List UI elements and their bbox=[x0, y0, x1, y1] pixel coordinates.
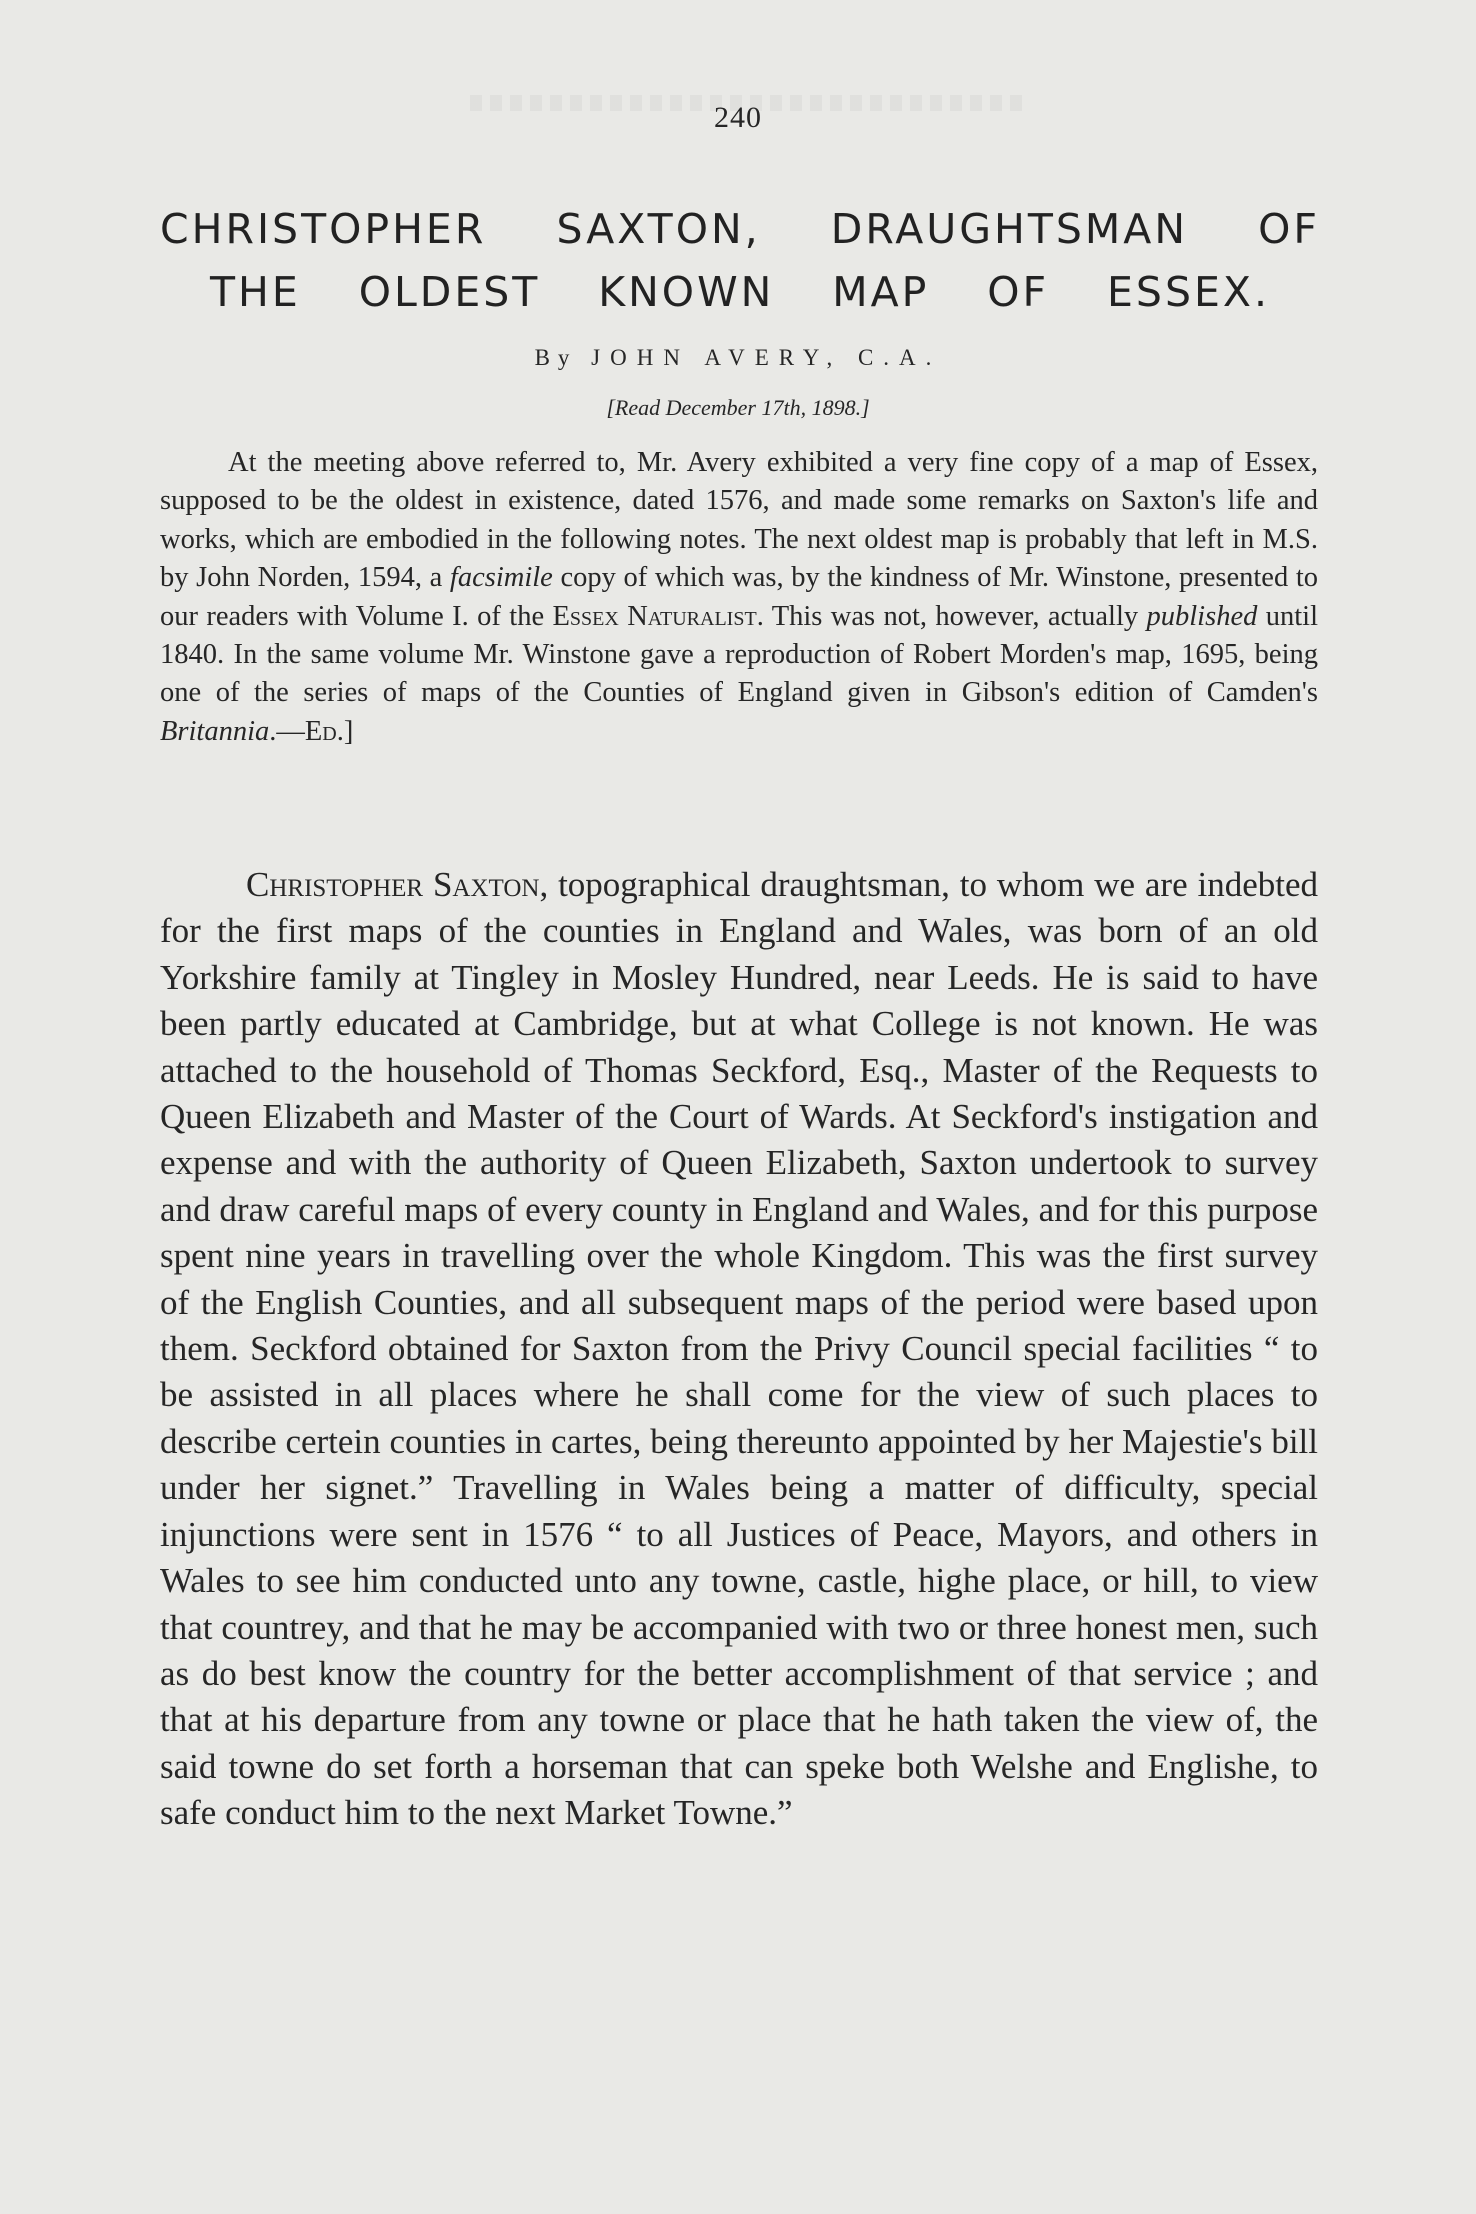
read-date: [Read December 17th, 1898.] bbox=[606, 395, 870, 420]
author-byline bbox=[0, 345, 1476, 371]
editor-note-text-1: At the meeting above referred to, Mr. Avery exhibited a very fine copy of a map of Essex, supposed to be the oldest in existence, dated 1576, and made some remarks on Saxton's life and works, which are embodied in the following notes. The next oldest map is probably that left in M.S. by John Norden, 1594, a bbox=[160, 447, 1318, 594]
body-paragraph bbox=[160, 862, 1318, 1837]
editor-note-italic-published: published bbox=[1146, 600, 1258, 632]
editor-note bbox=[160, 444, 1318, 751]
author-name: JOHN AVERY, C.A. bbox=[591, 345, 942, 370]
editor-note-italic-facsimile: facsimile bbox=[449, 562, 553, 594]
article-title-line-1: CHRISTOPHER SAXTON, DRAUGHTSMAN OF bbox=[160, 205, 1320, 253]
subject-name: Christopher Saxton bbox=[246, 865, 540, 904]
byline-prefix: By bbox=[534, 345, 578, 370]
editor-note-italic-britannia: Britannia bbox=[160, 715, 270, 747]
editor-note-text-6: .] bbox=[336, 715, 354, 747]
page-number: 240 bbox=[714, 101, 762, 134]
article-title-line-2: THE OLDEST KNOWN MAP OF ESSEX. bbox=[210, 268, 1270, 316]
editor-note-text-3: . This was not, however, actually bbox=[756, 600, 1147, 632]
editor-note-text-2: copy of which was, by the kindness of Mr. Winstone, presented to our readers with Volume I. of the bbox=[160, 562, 1318, 632]
editor-abbrev: Ed bbox=[304, 715, 337, 747]
editor-note-text-5: .— bbox=[269, 715, 305, 747]
journal-name: Essex Naturalist bbox=[552, 600, 757, 632]
body-paragraph-text: , topographical draughtsman, to whom we are indebted for the first maps of the counties in England and Wales, was born of an old Yorkshire family at Tingley in Mosley Hundred, near Leeds. He is said to have been partly educated at Cambridge, but at what College is not known. He was attached to the household of Thomas Seckford, Esq., Master of the Requests to Queen Elizabeth and Master of the Court of Wards. At Seckford's instigation and expense and with the authority of Queen Elizabeth, Saxton undertook to survey and draw careful maps of every county in England and Wales, and for this purpose spent nine years in travelling over the whole Kingdom. This was the first survey of the English Counties, and all subsequent maps of the period were based upon them. Seckford obtained for Saxton from the Privy Council special facilities “ to be assisted in all places where he shall come for the view of such places to describe certein counties in cartes, being thereunto appointed by her Majestie's bill under her signet.” Travelling in Wales being a matter of difficulty, special injunctions were sent in 1576 “ to all Justices of Peace, Mayors, and others in Wales to see him conducted unto any towne, castle, highe place, or hill, to view that countrey, and that he may be accompanied with two or three honest men, such as do best know the country for the better accomplishment of that service ; and that at his departure from any towne or place that he hath taken the view of, the said towne do set forth a horseman that can speke both Welshe and Englishe, to safe conduct him to the next Market Towne.” bbox=[160, 865, 1318, 1833]
editor-note-text-4: until 1840. In the same volume Mr. Winstone gave a reproduction of Robert Morden's map, 1695, being one of the series of maps of the Counties of England given in Gibson's edition of Camden's bbox=[160, 600, 1318, 709]
